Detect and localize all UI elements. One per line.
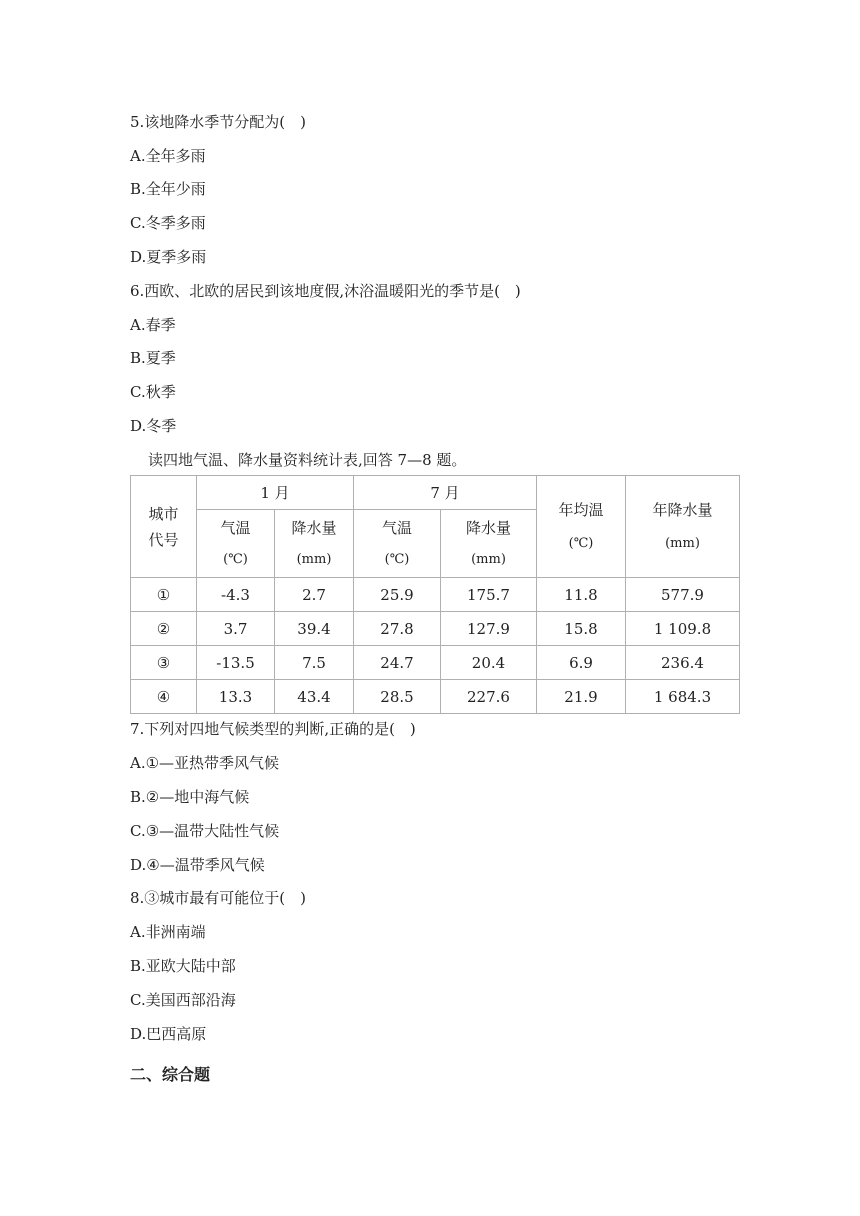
- annual-temp-label: 年均温: [558, 500, 604, 519]
- annual-precip-label: 年降水量: [652, 500, 713, 519]
- jul-precip-header: [441, 510, 537, 578]
- question-8-stem: 8.③城市最有可能位于( ): [130, 889, 307, 907]
- cell: 43.4: [275, 680, 354, 714]
- city-header-line-1: 城市: [148, 504, 179, 523]
- jul-temp-header: [354, 510, 441, 578]
- cell: 13.3: [197, 680, 275, 714]
- cell: 577.9: [626, 578, 740, 612]
- cell: -13.5: [197, 646, 275, 680]
- table-row: [131, 578, 740, 612]
- cell: 20.4: [441, 646, 537, 680]
- question-5-option-d: D.夏季多雨: [130, 248, 207, 266]
- city-code: ①: [131, 578, 197, 612]
- cell: 6.9: [537, 646, 626, 680]
- question-7-option-b: B.②—地中海气候: [130, 788, 250, 806]
- annual-temp-header: [537, 476, 626, 578]
- cell: 175.7: [441, 578, 537, 612]
- question-8-option-c: C.美国西部沿海: [130, 991, 236, 1009]
- cell: 25.9: [354, 578, 441, 612]
- cell: 3.7: [197, 612, 275, 646]
- climate-table: [130, 475, 740, 714]
- question-6-option-b: B.夏季: [130, 349, 176, 367]
- jul-temp-unit: (℃): [384, 551, 410, 567]
- question-5-option-b: B.全年少雨: [130, 180, 206, 198]
- question-5-option-a: A.全年多雨: [130, 147, 206, 165]
- cell: 1 684.3: [626, 680, 740, 714]
- city-code: ④: [131, 680, 197, 714]
- cell: 236.4: [626, 646, 740, 680]
- cell: 28.5: [354, 680, 441, 714]
- question-7-option-c: C.③—温带大陆性气候: [130, 822, 280, 840]
- table-intro: 读四地气温、降水量资料统计表,回答 7—8 题。: [148, 451, 467, 469]
- cell: 24.7: [354, 646, 441, 680]
- city-header: [131, 476, 197, 578]
- question-6-option-d: D.冬季: [130, 417, 177, 435]
- jul-temp-label: 气温: [381, 518, 412, 537]
- annual-precip-unit: (mm): [665, 535, 700, 551]
- cell: 11.8: [537, 578, 626, 612]
- table-row: [131, 646, 740, 680]
- question-7-option-a: A.①—亚热带季风气候: [130, 754, 280, 772]
- cell: 15.8: [537, 612, 626, 646]
- month-7-header: 7 月: [354, 476, 537, 510]
- annual-precip-header: [626, 476, 740, 578]
- question-7-option-d: D.④—温带季风气候: [130, 856, 265, 874]
- jan-temp-header: [197, 510, 275, 578]
- question-5-option-c: C.冬季多雨: [130, 214, 206, 232]
- cell: 21.9: [537, 680, 626, 714]
- question-6-stem: 6.西欧、北欧的居民到该地度假,沐浴温暖阳光的季节是( ): [130, 282, 521, 300]
- cell: 39.4: [275, 612, 354, 646]
- cell: -4.3: [197, 578, 275, 612]
- table-row: [131, 612, 740, 646]
- cell: 27.8: [354, 612, 441, 646]
- cell: 7.5: [275, 646, 354, 680]
- cell: 1 109.8: [626, 612, 740, 646]
- table-header-row-1: [131, 476, 740, 510]
- city-code: ③: [131, 646, 197, 680]
- jan-temp-unit: (℃): [223, 551, 248, 567]
- jan-precip-header: [275, 510, 354, 578]
- question-8-option-d: D.巴西高原: [130, 1025, 207, 1043]
- jan-precip-label: 降水量: [291, 518, 337, 537]
- jul-precip-label: 降水量: [465, 518, 511, 537]
- question-7-stem: 7.下列对四地气候类型的判断,正确的是( ): [130, 720, 416, 738]
- jan-precip-unit: (mm): [296, 551, 332, 567]
- cell: 227.6: [441, 680, 537, 714]
- month-1-header: 1 月: [197, 476, 354, 510]
- question-8-option-b: B.亚欧大陆中部: [130, 957, 236, 975]
- section-title: 二、综合题: [130, 1065, 211, 1084]
- table-row: [131, 680, 740, 714]
- jul-precip-unit: (mm): [471, 551, 506, 567]
- city-header-line-2: 代号: [148, 530, 179, 549]
- question-6-option-a: A.春季: [130, 316, 176, 334]
- question-5-stem: 5.该地降水季节分配为( ): [130, 113, 307, 131]
- cell: 127.9: [441, 612, 537, 646]
- city-code: ②: [131, 612, 197, 646]
- question-8-option-a: A.非洲南端: [130, 923, 206, 941]
- annual-temp-unit: (℃): [568, 535, 594, 551]
- cell: 2.7: [275, 578, 354, 612]
- question-6-option-c: C.秋季: [130, 383, 176, 401]
- jan-temp-label: 气温: [220, 518, 251, 537]
